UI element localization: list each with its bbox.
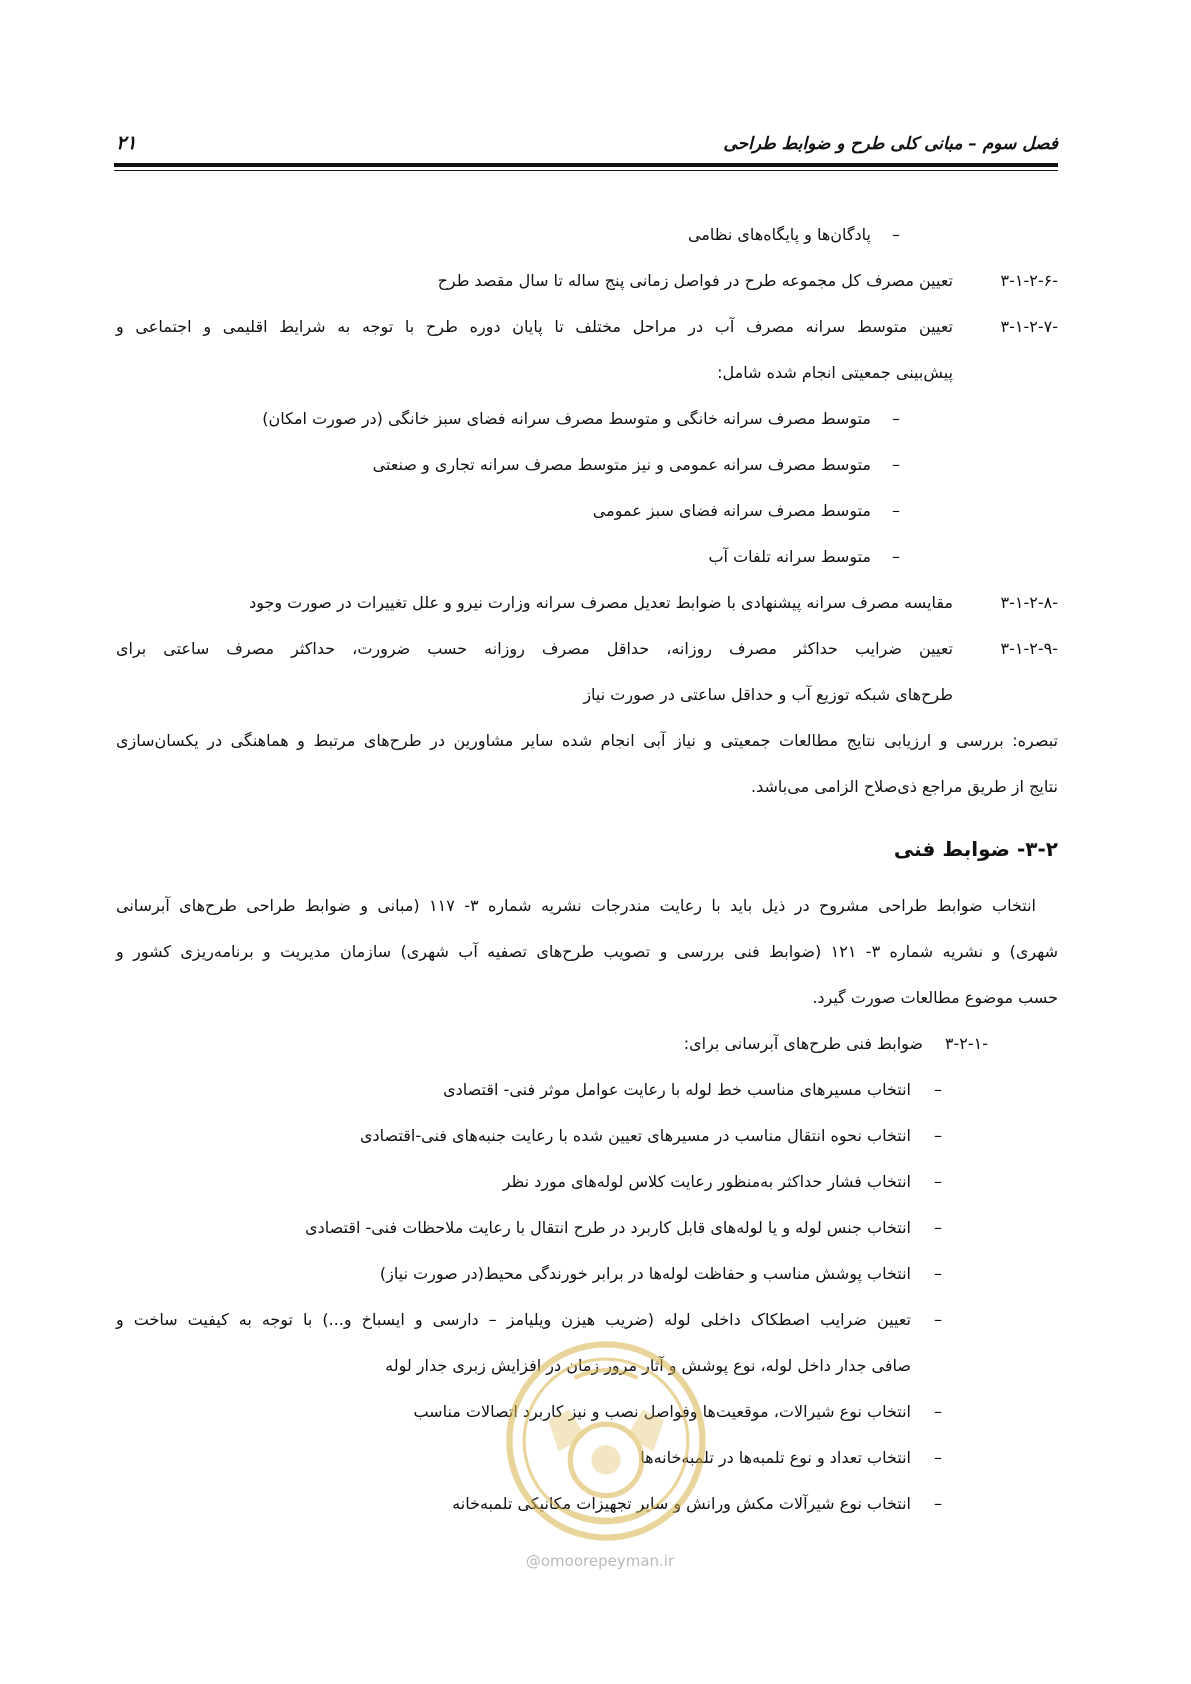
intro-paragraph-continued: شهری) و نشریه شماره ۳- ۱۲۱ (ضوابط فنی بررسی و تصویب طرح‌های تصفیه آب شهری) سازمان مدیریت و برنامه‌ریزی کشور و <box>116 942 1059 961</box>
header-rule-thick <box>114 163 1058 167</box>
running-header-title: فصل سوم – مبانی کلی طرح و ضوابط طراحی <box>723 134 1058 154</box>
bullet-dash: – <box>892 409 900 428</box>
item-text: تعیین مصرف کل مجموعه طرح در فواصل زمانی پنج ساله تا سال مقصد طرح <box>437 271 953 290</box>
list-item: انتخاب جنس لوله و یا لوله‌های قابل کاربرد در طرح انتقال با رعایت ملاحظات فنی- اقتصادی <box>305 1218 911 1237</box>
bullet-dash: – <box>934 1402 942 1421</box>
note-text-continued: نتایج از طریق مراجع ذی‌صلاح الزامی می‌باشد. <box>751 777 1058 796</box>
list-item: انتخاب نوع شیرآلات مکش ورانش و سایر تجهیزات مکانیکی تلمبه‌خانه <box>452 1494 911 1513</box>
item-text: تعیین متوسط سرانه مصرف آب در مراحل مختلف تا پایان دوره طرح با توجه به شرایط اقلیمی و اجتماعی و <box>116 317 953 336</box>
bullet-dash: – <box>892 225 900 244</box>
bullet-dash: – <box>892 501 900 520</box>
list-item: انتخاب نوع شیرالات، موقعیت‌ها وفواصل نصب و نیز کاربرد اتصالات مناسب <box>413 1402 911 1421</box>
item-number: ۳-۱-۲-۶- <box>1000 271 1058 290</box>
bullet-dash: – <box>892 547 900 566</box>
list-item: انتخاب فشار حداکثر به‌منظور رعایت کلاس لوله‌های مورد نظر <box>502 1172 911 1191</box>
page-number: ۲۱ <box>116 132 137 154</box>
bullet-dash: – <box>892 455 900 474</box>
header-rule-thin <box>114 170 1058 171</box>
bullet-dash: – <box>934 1448 942 1467</box>
list-item: متوسط مصرف سرانه عمومی و نیز متوسط مصرف سرانه تجاری و صنعتی <box>372 455 871 474</box>
bullet-dash: – <box>934 1126 942 1145</box>
item-text-continued: طرح‌های شبکه توزیع آب و حداقل ساعتی در صورت نیاز <box>583 685 953 704</box>
item-text-continued: پیش‌بینی جمعیتی انجام شده شامل: <box>717 363 953 382</box>
list-item: متوسط مصرف سرانه فضای سبز عمومی <box>592 501 871 520</box>
list-item: متوسط سرانه تلفات آب <box>708 547 871 566</box>
list-item: انتخاب نحوه انتقال مناسب در مسیرهای تعیین شده با رعایت جنبه‌های فنی-اقتصادی <box>360 1126 911 1145</box>
item-number: ۳-۱-۲-۸- <box>1000 593 1058 612</box>
item-number: ۳-۱-۲-۷- <box>1000 317 1058 336</box>
item-text: تعیین ضرایب حداکثر مصرف روزانه، حداقل مصرف روزانه حسب ضرورت، حداکثر مصرف ساعتی برای <box>116 639 953 658</box>
bullet-dash: – <box>934 1264 942 1283</box>
note-text: تبصره: بررسی و ارزیابی نتایج مطالعات جمعیتی و نیاز آبی انجام شده سایر مشاورین در طرح‌های مرتبط و هماهنگی در یکسان‌سازی <box>116 731 1058 750</box>
list-item: انتخاب تعداد و نوع تلمبه‌ها در تلمبه‌خانه‌ها <box>640 1448 911 1467</box>
item-text: ضوابط فنی طرح‌های آبرسانی برای: <box>683 1034 923 1053</box>
bullet-dash: – <box>934 1172 942 1191</box>
watermark-seal-icon <box>501 1336 711 1546</box>
item-text: مقایسه مصرف سرانه پیشنهادی با ضوابط تعدیل مصرف سرانه وزارت نیرو و علل تغییرات در صورت وجود <box>249 593 953 612</box>
intro-paragraph: انتخاب ضوابط طراحی مشروح در ذیل باید با رعایت مندرجات نشریه شماره ۳- ۱۱۷ (مبانی و ضوابط طراحی طرح‌های آبرسانی <box>116 896 1036 915</box>
bullet-dash: – <box>934 1494 942 1513</box>
bullet-dash: – <box>934 1310 942 1329</box>
list-item: انتخاب پوشش مناسب و حفاظت لوله‌ها در برابر خورندگی محیط(در صورت نیاز) <box>379 1264 911 1283</box>
list-item: متوسط مصرف سرانه خانگی و متوسط مصرف سرانه فضای سبز خانگی (در صورت امکان) <box>262 409 871 428</box>
item-number: ۳-۱-۲-۹- <box>1000 639 1058 658</box>
bullet-dash: – <box>934 1218 942 1237</box>
list-item: انتخاب مسیرهای مناسب خط لوله با رعایت عوامل موثر فنی- اقتصادی <box>443 1080 911 1099</box>
item-number: ۳-۲-۱- <box>944 1034 988 1053</box>
watermark-text: @omoorepeyman.ir <box>525 1552 675 1570</box>
list-item-continued: صافی جدار داخل لوله، نوع پوشش و آثار مرور زمان در افزایش زبری جدار لوله <box>385 1356 911 1375</box>
bullet-dash: – <box>934 1080 942 1099</box>
section-heading: ۳-۲- ضوابط فنی <box>893 837 1058 861</box>
intro-paragraph-continued: حسب موضوع مطالعات صورت گیرد. <box>812 988 1058 1007</box>
bullet-military: پادگان‌ها و پایگاه‌های نظامی <box>687 225 871 244</box>
list-item: تعیین ضرایب اصطکاک داخلی لوله (ضریب هیزن ویلیامز – دارسی و ایسباخ و...) با توجه به کیفیت ساخت و <box>116 1310 911 1329</box>
